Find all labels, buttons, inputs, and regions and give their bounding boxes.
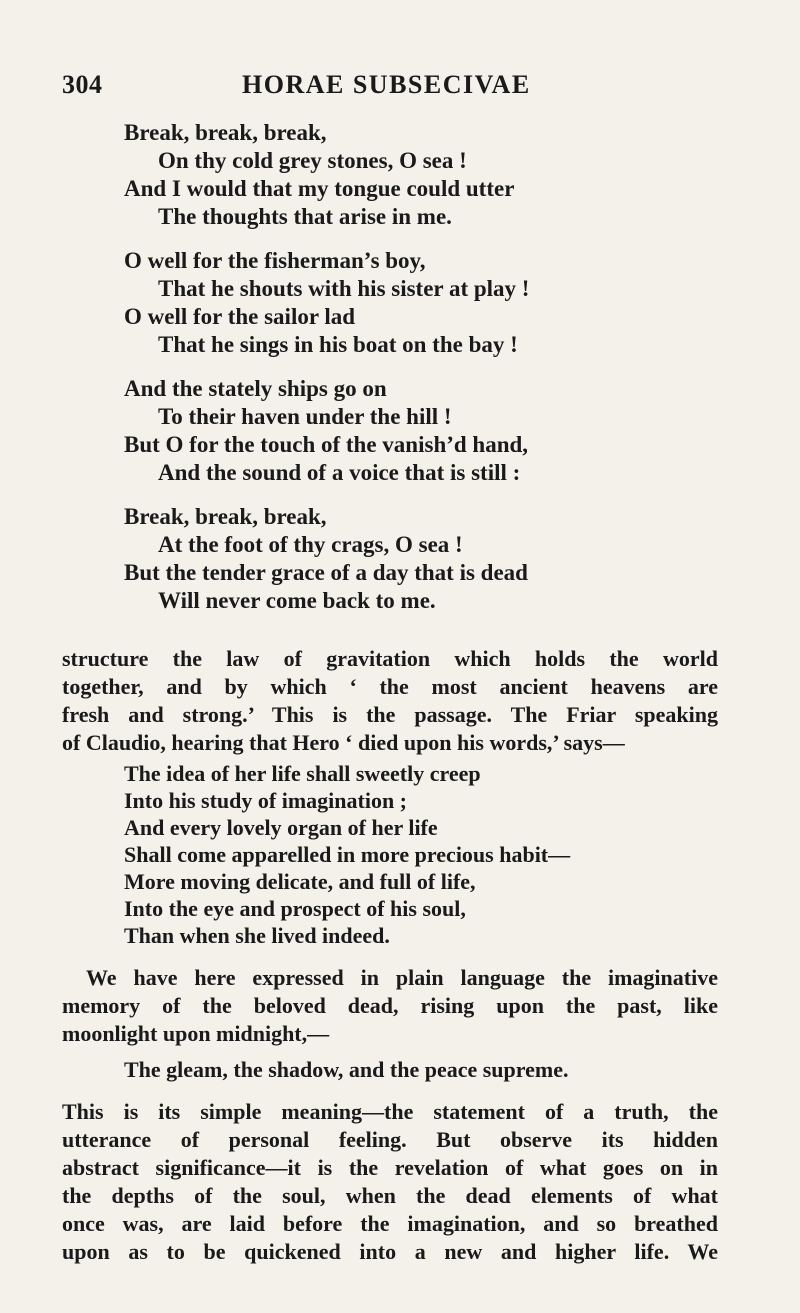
prose-line: upon as to be quickened into a new and higher life. We [62, 1239, 718, 1264]
quote-line: Than when she lived indeed. [124, 923, 390, 948]
page-header [62, 70, 718, 106]
quote-line: Shall come apparelled in more precious habit— [124, 842, 571, 867]
tennyson-quote-line: The gleam, the shadow, and the peace supreme. [124, 1057, 569, 1082]
poem-stanza-2 [124, 247, 724, 359]
prose-line: fresh and strong.’ This is the passage. The Friar speaking [62, 702, 718, 727]
verse-line: The thoughts that arise in me. [158, 204, 452, 229]
paragraph-3 [62, 1098, 718, 1266]
verse-line: On thy cold grey stones, O sea ! [158, 148, 467, 173]
verse-line: But the tender grace of a day that is dead [124, 560, 528, 585]
verse-line: To their haven under the hill ! [158, 404, 452, 429]
verse-line: And the sound of a voice that is still : [158, 460, 521, 485]
paragraph-2 [62, 964, 718, 1048]
page-number: 304 [62, 70, 103, 99]
verse-line: Will never come back to me. [158, 588, 436, 613]
prose-line: once was, are laid before the imagination, and so breathed [62, 1211, 718, 1236]
verse-line: Break, break, break, [124, 120, 327, 145]
quote-line: Into the eye and prospect of his soul, [124, 896, 466, 921]
poem-stanza-3 [124, 375, 724, 487]
poem-stanza-4 [124, 503, 724, 615]
running-title: HORAE SUBSECIVAE [242, 70, 531, 99]
verse-line: But O for the touch of the vanish’d hand, [124, 432, 529, 457]
prose-line: We have here expressed in plain language the imaginative [86, 965, 718, 990]
verse-line: At the foot of thy crags, O sea ! [158, 532, 463, 557]
prose-line: utterance of personal feeling. But observe its hidden [62, 1127, 718, 1152]
prose-line: memory of the beloved dead, rising upon the past, like [62, 993, 718, 1018]
prose-line: moonlight upon midnight,— [62, 1021, 330, 1046]
prose-line: abstract significance—it is the revelation of what goes on in [62, 1155, 718, 1180]
poem-stanza-1 [124, 119, 724, 231]
shakespeare-quote [124, 760, 724, 949]
prose-line: the depths of the soul, when the dead elements of what [62, 1183, 718, 1208]
verse-line: That he sings in his boat on the bay ! [158, 332, 518, 357]
poem [124, 119, 724, 631]
quote-line: Into his study of imagination ; [124, 788, 408, 813]
verse-line: O well for the sailor lad [124, 304, 356, 329]
verse-line: O well for the fisherman’s boy, [124, 248, 426, 273]
prose-line: of Claudio, hearing that Hero ‘ died upon his words,’ says— [62, 730, 625, 755]
prose-line: This is its simple meaning—the statement of a truth, the [62, 1099, 718, 1124]
quote-line: The idea of her life shall sweetly creep [124, 761, 481, 786]
quote-line: And every lovely organ of her life [124, 815, 438, 840]
verse-line: And I would that my tongue could utter [124, 176, 515, 201]
verse-line: Break, break, break, [124, 504, 327, 529]
verse-line: That he shouts with his sister at play ! [158, 276, 530, 301]
verse-line: And the stately ships go on [124, 376, 387, 401]
quote-line: More moving delicate, and full of life, [124, 869, 476, 894]
paragraph-1 [62, 645, 718, 757]
prose-line: structure the law of gravitation which holds the world [62, 646, 718, 671]
prose-line: together, and by which ‘ the most ancient heavens are [62, 674, 718, 699]
